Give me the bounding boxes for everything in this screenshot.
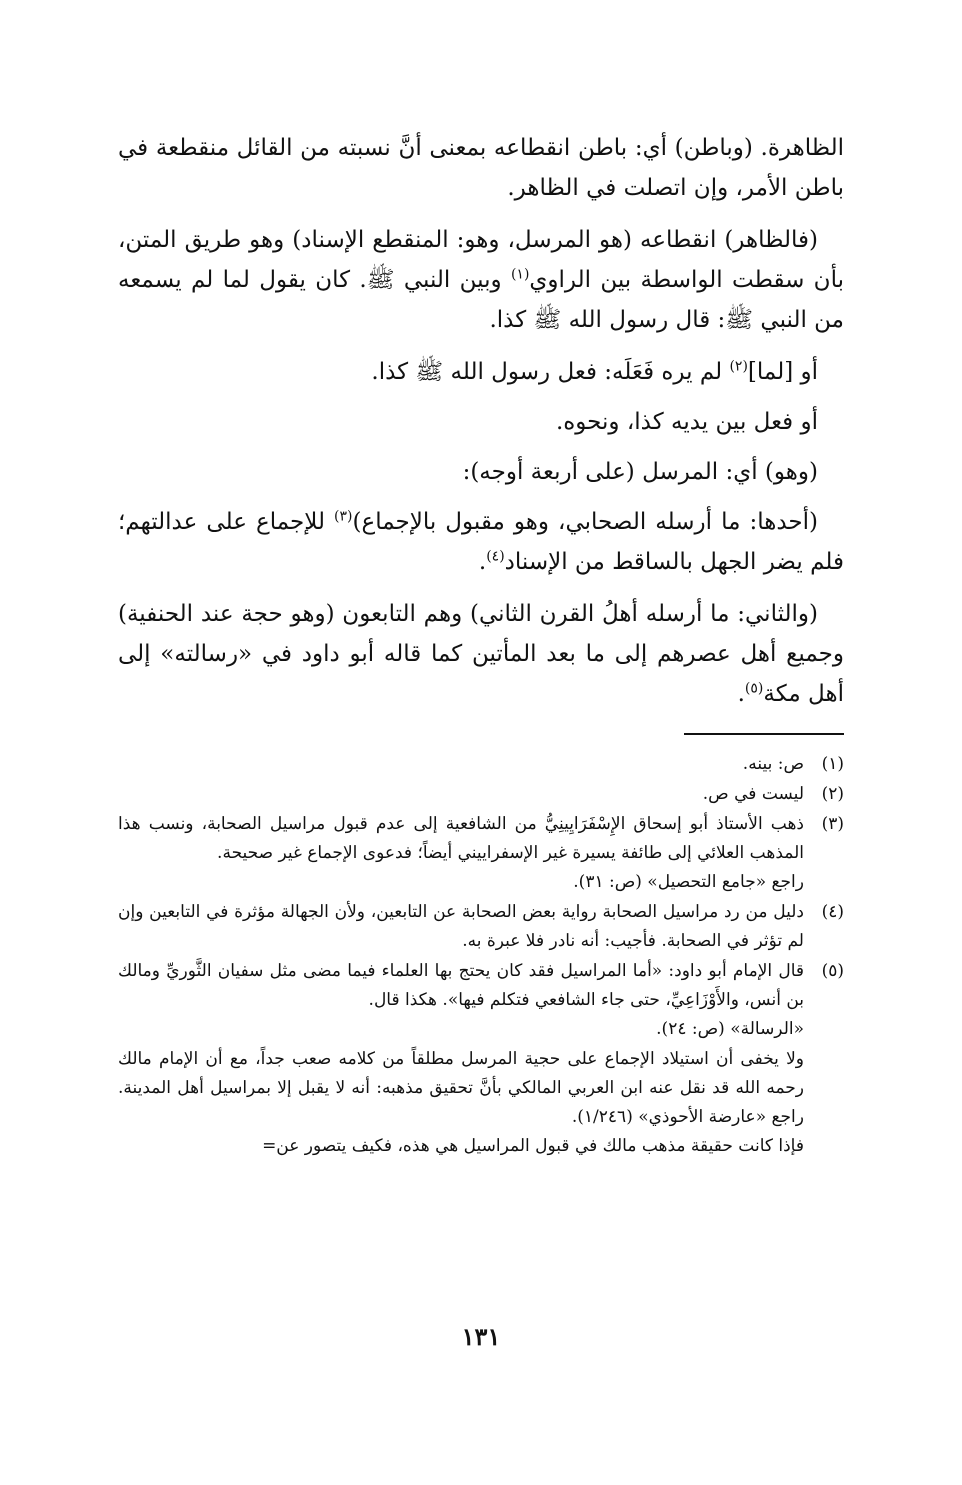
page-number: ١٣١	[461, 1322, 501, 1351]
paragraph-6-text: (أحدها: ما أرسله الصحابي، وهو مقبول بالإجماع)	[352, 509, 818, 535]
footnote-number: (٤)	[821, 902, 844, 922]
footnote-ref-5[interactable]: (٥)	[744, 680, 764, 697]
footnote-1	[118, 750, 844, 779]
paragraph-3-rest: لم يره فَعَلَه: فعل رسول الله ﷺ كذا.	[371, 359, 730, 385]
footnote-2	[118, 780, 844, 809]
footnote-number: (٥)	[821, 961, 844, 981]
paragraph-7	[118, 594, 844, 714]
footnote-3	[118, 810, 844, 897]
paragraph-2-text: (فالظاهر) انقطاعه (هو المرسل، وهو: المنقطع الإسناد) وهو طريق المتن، بأن سقطت الواسطة بين الراوي	[118, 227, 844, 293]
footnote-line: راجع «جامع التحصيل» (ص: ٣١).	[573, 872, 804, 892]
paragraph-2	[118, 220, 844, 340]
footnote-number: (٣)	[821, 814, 844, 834]
paragraph-1-text: الظاهرة. (وباطن) أي: باطن انقطاعه بمعنى أنَّ نسبته من القائل منقطعة في باطن الأمر، وإن اتصلت في الظاهر.	[118, 135, 844, 201]
footnote-line: ليست في ص.	[702, 784, 804, 804]
page-body	[118, 128, 844, 726]
paragraph-4	[118, 402, 844, 442]
footnote-ref-3[interactable]: (٣)	[334, 508, 353, 525]
main-text	[118, 128, 844, 714]
paragraph-7-text: (والثاني: ما أرسله أهلُ القرن الثاني) وهم التابعون (وهو حجة عند الحنفية) وجميع أهل عصرهم إلى ما بعد المأتين كما قاله أبو داود في «رسالته» إلى أهل مكة	[118, 601, 844, 707]
paragraph-7-end: .	[737, 681, 745, 707]
footnotes	[118, 750, 844, 1161]
footnote-5-continued-2: فإذا كانت حقيقة مذهب مالك في قبول المراسيل هي هذه، فكيف يتصور عن=	[262, 1136, 804, 1156]
paragraph-6	[118, 502, 844, 582]
footnote-line: قال الإمام أبو داود: «أما المراسيل فقد كان يحتج بها العلماء فيما مضى مثل سفيان الثَّوريِّ ومالك بن أنس، والأَوْزَاعِيِّ، حتى جاء الشافعي فتكلم فيها». هكذا قال.	[118, 961, 804, 1010]
footnote-line: دليل من رد مراسيل الصحابة رواية بعض الصحابة عن التابعين، ولأن الجهالة مؤثرة في التابعين وإن لم تؤثر في الصحابة. فأجيب: أنه نادر فلا عبرة به.	[118, 902, 805, 951]
footnote-ref-4[interactable]: (٤)	[486, 548, 505, 565]
footnote-number: (٢)	[821, 784, 844, 804]
paragraph-4-text: أو فعل بين يديه كذا، ونحوه.	[555, 409, 818, 435]
paragraph-3	[118, 352, 844, 392]
footnote-text	[118, 957, 804, 1044]
footnote-text	[118, 750, 804, 779]
footnote-text	[118, 810, 804, 897]
footnote-5	[118, 957, 844, 1044]
footnote-ref-2[interactable]: (٢)	[729, 358, 748, 375]
paragraph-6-end: .	[478, 549, 487, 575]
footnote-line: «الرسالة» (ص: ٢٤).	[656, 1019, 804, 1039]
footnote-ref-1[interactable]: (١)	[510, 266, 530, 283]
footnote-4	[118, 898, 844, 956]
footnote-separator	[684, 733, 844, 735]
paragraph-6-rest: للإجماع على عدالتهم؛ فلم يضر الجهل بالساقط من الإسناد	[118, 509, 844, 575]
paragraph-2-rest: وبين النبي ﷺ. كان يقول لما لم يسمعه من النبي ﷺ: قال رسول الله ﷺ كذا.	[118, 267, 844, 333]
footnote-number: (١)	[821, 754, 844, 774]
footnote-text	[118, 780, 804, 809]
footnote-line: ذهب الأستاذ أبو إسحاق الإِسْفَرَايِينِيُّ من الشافعية إلى عدم قبول مراسيل الصحابة، ونسب هذا المذهب العلائي إلى طائفة يسيرة غير الإسفراييني أيضاً؛ فدعوى الإجماع غير صحيحة.	[118, 814, 804, 863]
footnote-text	[118, 898, 804, 956]
paragraph-1	[118, 128, 844, 208]
footnote-5-continued: ولا يخفى أن استيلاد الإجماع على حجية المرسل مطلقاً من كلامه صعب جداً، مع أن الإمام مالك رحمه الله قد نقل عنه ابن العربي المالكي بأنَّ تحقيق مذهبه: أنه لا يقبل إلا بمراسيل أهل المدينة. راجع «عارضة الأحوذي» (١/٢٤٦).	[118, 1049, 804, 1127]
paragraph-5	[118, 452, 844, 492]
footnote-line: ص: بينه.	[742, 754, 804, 774]
paragraph-3-text: أو [لما]	[747, 359, 818, 385]
paragraph-5-text: (وهو) أي: المرسل (على أربعة أوجه):	[462, 459, 818, 485]
